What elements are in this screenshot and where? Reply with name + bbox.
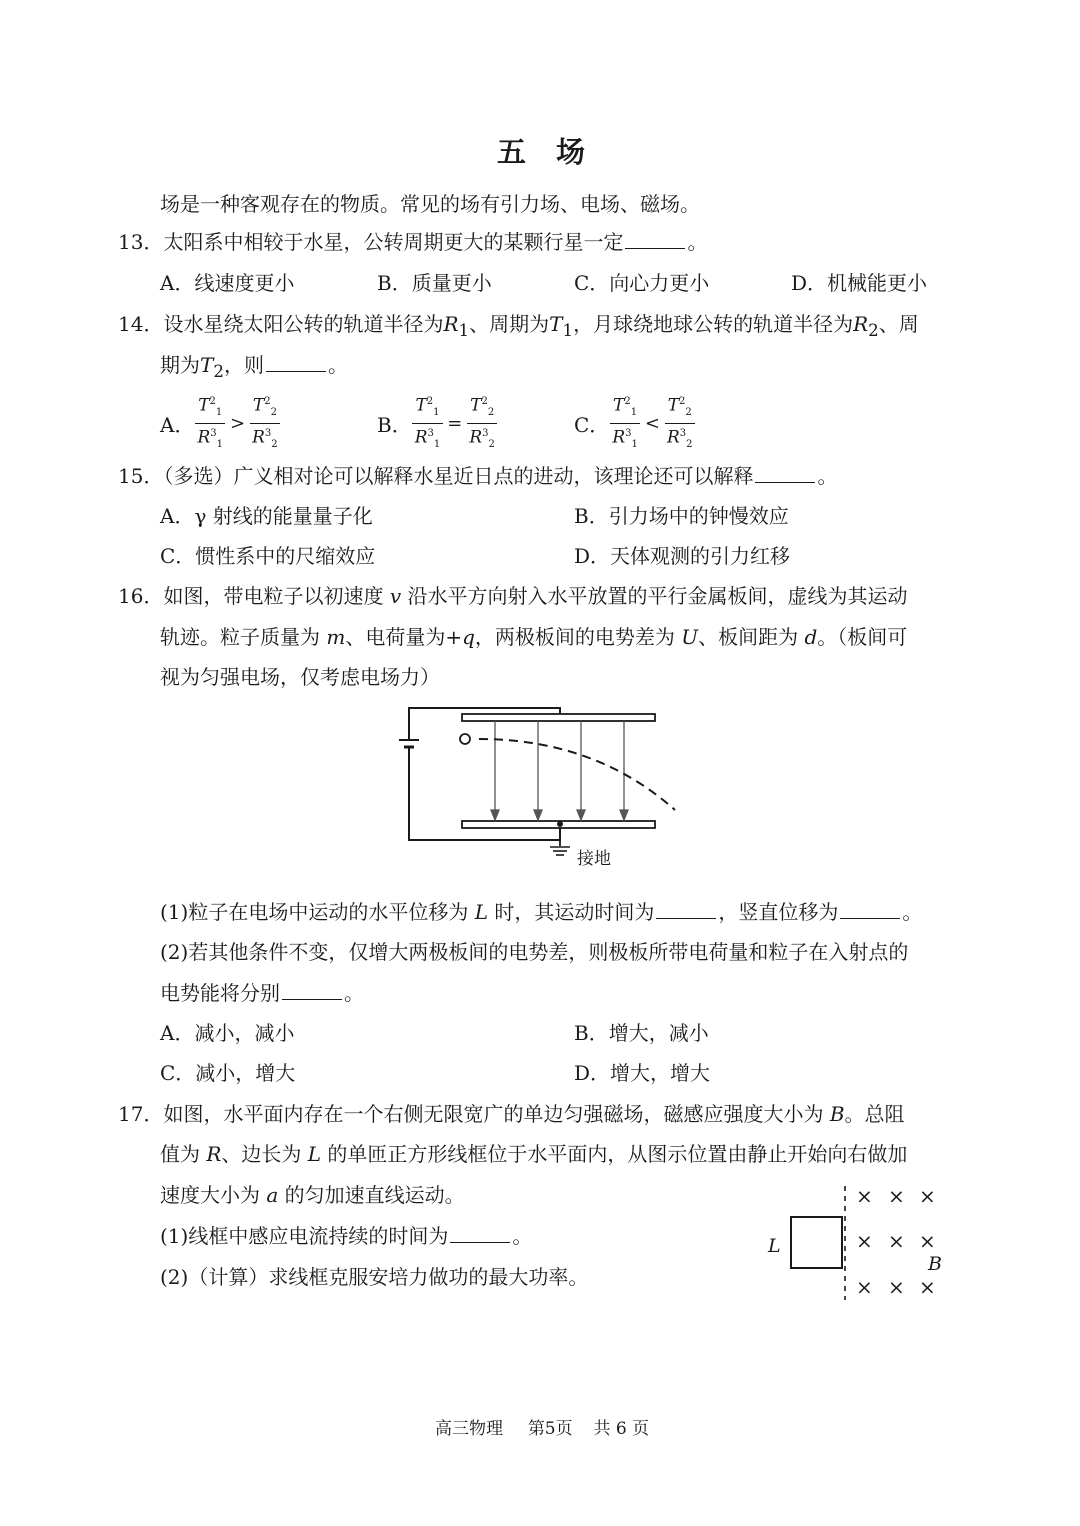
answer-blank[interactable] (755, 464, 815, 483)
svg-text:×: × (919, 1275, 936, 1299)
question-16-part2: (2)若其他条件不变，仅增大两极板间的电势差，则极板所带电荷量和粒子在入射点的 (160, 940, 909, 964)
charged-particle (460, 734, 470, 744)
footer-page: 第5页 (527, 1419, 573, 1439)
option[interactable]: D．机械能更小 (791, 271, 928, 295)
option[interactable]: B．增大，减小 (574, 1021, 709, 1045)
ground-label: 接地 (577, 849, 611, 869)
circuit-wire (409, 708, 560, 740)
question-17-stem-line3: 速度大小为 a 的匀加速直线运动。 (160, 1183, 465, 1207)
footer-total: 共 6 页 (593, 1419, 650, 1439)
fraction: $\frac{T^2_2}{R^3_2}$ (664, 392, 696, 455)
option[interactable]: B．引力场中的钟慢效应 (574, 504, 789, 528)
fraction: $\frac{T^2_2}{R^3_2}$ (466, 392, 498, 455)
option[interactable]: A．线速度更小 (160, 271, 295, 295)
question-16-stem-line2: 轨迹。粒子质量为 m、电荷量为+q，两极板间的电势差为 U、板间距为 d。（板间可 (160, 625, 908, 649)
question-number: 17． (118, 1102, 164, 1126)
trajectory-dashed (479, 739, 675, 810)
svg-text:×: × (919, 1184, 936, 1208)
svg-text:×: × (856, 1275, 873, 1299)
page-footer (435, 1414, 649, 1439)
answer-blank[interactable] (840, 900, 900, 919)
question-13-stem: 13．太阳系中相较于水星，公转周期更大的某颗行星一定 。 (118, 230, 708, 254)
section-title: 五场 (497, 135, 616, 169)
question-16-stem-line3: 视为匀强电场，仅考虑电场力） (160, 665, 440, 689)
question-17-part1: (1)线框中感应电流持续的时间为 。 (160, 1224, 533, 1248)
svg-text:×: × (919, 1229, 936, 1253)
parallel-plate-figure (395, 700, 695, 875)
option[interactable]: C．减小，增大 (160, 1061, 296, 1085)
electric-field-lines (491, 721, 628, 820)
option[interactable]: A． $\frac{T^2_1}{R^3_1}$ > $\frac{T^2_2}{R^3_2}$ (160, 392, 281, 455)
option[interactable]: A．γ 射线的能量量子化 (160, 504, 373, 528)
question-number: 16． (118, 584, 164, 608)
svg-text:×: × (888, 1184, 905, 1208)
fraction: $\frac{T^2_1}{R^3_1}$ (194, 392, 226, 455)
side-length-label: L (768, 1235, 781, 1257)
fraction: $\frac{T^2_1}{R^3_1}$ (412, 392, 444, 455)
answer-blank[interactable] (282, 981, 342, 1000)
field-label: B (928, 1253, 942, 1275)
question-16-part2-line2: 电势能将分别 。 (160, 981, 364, 1005)
question-17-part2: (2)（计算）求线框克服安培力做功的最大功率。 (160, 1265, 589, 1289)
svg-text:×: × (856, 1229, 873, 1253)
question-15-stem: 15．（多选）广义相对论可以解释水星近日点的进动，该理论还可以解释 。 (118, 464, 838, 488)
option[interactable]: B． $\frac{T^2_1}{R^3_1}$ = $\frac{T^2_2}{R^3_2}$ (377, 392, 498, 455)
answer-blank[interactable] (450, 1224, 510, 1243)
question-number: 15． (118, 464, 164, 488)
question-16-part1: (1)粒子在电场中运动的水平位移为 L 时，其运动时间为 ，竖直位移为 。 (160, 900, 923, 924)
option[interactable]: B．质量更小 (377, 271, 492, 295)
magnetic-field-crosses (856, 1184, 936, 1299)
square-coil (791, 1217, 842, 1268)
answer-blank[interactable] (625, 230, 685, 249)
magnetic-field-figure (760, 1182, 960, 1304)
ground-node (557, 821, 563, 827)
question-17-stem: 17．如图，水平面内存在一个右侧无限宽广的单边匀强磁场，磁感应强度大小为 B。总阻 (118, 1102, 905, 1126)
svg-text:×: × (888, 1275, 905, 1299)
option[interactable]: A．减小，减小 (160, 1021, 295, 1045)
svg-text:×: × (856, 1184, 873, 1208)
top-plate (462, 714, 655, 721)
question-number: 14． (118, 312, 164, 336)
option[interactable]: D．天体观测的引力红移 (574, 544, 791, 568)
answer-blank[interactable] (266, 353, 326, 372)
question-14-stem: 14．设水星绕太阳公转的轨道半径为$R_1$、周期为$T_1$，月球绕地球公转的轨道半径为$R_2$、周 (118, 312, 919, 340)
question-14-stem-line2: 期为$T_2$，则 。 (160, 353, 348, 381)
question-16-stem: 16．如图，带电粒子以初速度 v 沿水平方向射入水平放置的平行金属板间，虚线为其运动 (118, 584, 908, 608)
option[interactable]: C． $\frac{T^2_1}{R^3_1}$ < $\frac{T^2_2}{R^3_2}$ (574, 392, 696, 455)
fraction: $\frac{T^2_1}{R^3_1}$ (609, 392, 641, 455)
fraction: $\frac{T^2_2}{R^3_2}$ (249, 392, 281, 455)
svg-text:×: × (888, 1229, 905, 1253)
question-17-stem-line2: 值为 R、边长为 L 的单匝正方形线框位于水平面内，从图示位置由静止开始向右做加 (160, 1142, 908, 1166)
answer-blank[interactable] (656, 900, 716, 919)
section-intro: 场是一种客观存在的物质。常见的场有引力场、电场、磁场。 (160, 192, 700, 216)
option[interactable]: D．增大，增大 (574, 1061, 711, 1085)
question-number: 13． (118, 230, 164, 254)
option[interactable]: C．惯性系中的尺缩效应 (160, 544, 376, 568)
footer-subject: 高三物理 (435, 1419, 503, 1439)
option[interactable]: C．向心力更小 (574, 271, 710, 295)
